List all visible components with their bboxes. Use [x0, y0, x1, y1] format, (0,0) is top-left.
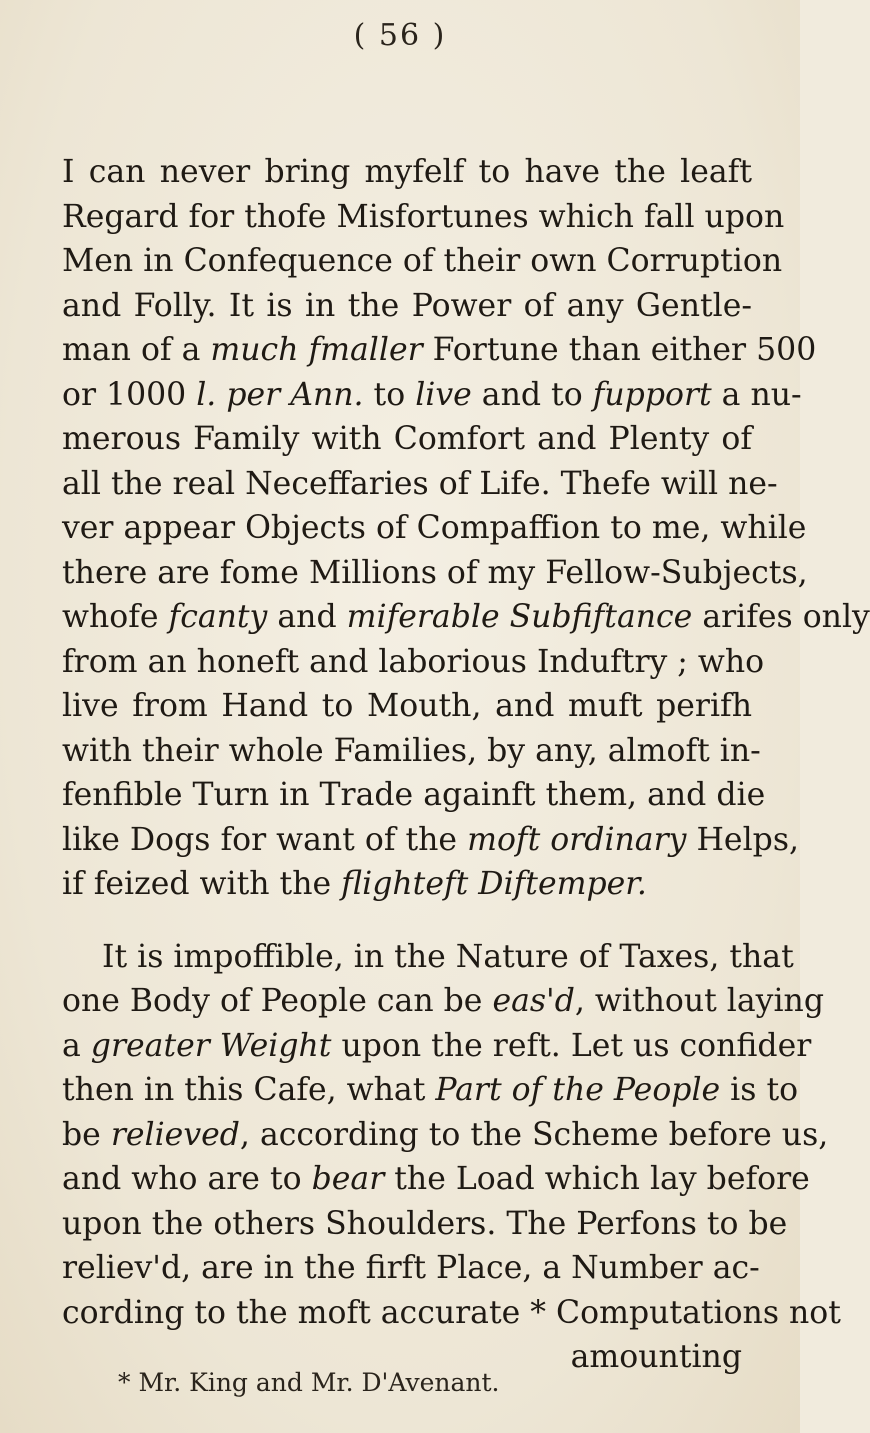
- text-run: fenfible Turn in Trade againft them, and die: [62, 777, 766, 813]
- text-line: [62, 818, 799, 863]
- text-line: [62, 773, 766, 818]
- text-run: live from Hand to Mouth, and muft perifh: [62, 688, 752, 724]
- body-text: [62, 150, 870, 1380]
- text-run: and to: [471, 376, 593, 413]
- text-line: [62, 1024, 812, 1069]
- page-number: ( 56 ): [353, 18, 447, 53]
- text-line: [62, 1246, 760, 1291]
- text-run: to: [363, 376, 416, 413]
- text-run: , without laying: [574, 983, 824, 1019]
- text-run: like Dogs for want of the: [62, 821, 468, 858]
- text-run: one Body of People can be: [62, 983, 493, 1019]
- text-run: cording to the moft accurate * Computations not: [62, 1294, 841, 1331]
- text-run: ver appear Objects of Compaffion to me, while: [62, 510, 807, 546]
- text-run: and: [267, 599, 347, 635]
- text-run: from an honeft and laborious Induftry ; who: [62, 643, 765, 680]
- text-line: [62, 1113, 829, 1158]
- text-run: then in this Cafe, what: [62, 1072, 436, 1108]
- text-run: all the real Neceffaries of Life. Thefe will ne-: [62, 465, 778, 502]
- text-run: with their whole Families, by any, almoft in-: [62, 732, 761, 769]
- text-line: [62, 551, 808, 596]
- italic-text-run: much fmaller: [210, 332, 423, 368]
- text-run: whofe: [62, 599, 169, 635]
- italic-text-run: live: [415, 376, 472, 413]
- text-run: if feized with the: [62, 866, 342, 902]
- italic-text-run: eas'd: [492, 983, 575, 1019]
- text-run: merous Family with Comfort and Plenty of: [62, 421, 752, 457]
- text-line: [62, 373, 802, 418]
- text-line: [62, 1291, 841, 1336]
- italic-text-run: miferable Subfiftance: [346, 599, 693, 635]
- text-line: [62, 640, 765, 685]
- paragraph-1: [62, 150, 870, 907]
- italic-text-run: flighteft Diftemper.: [341, 866, 647, 902]
- italic-text-run: fcanty: [168, 599, 268, 635]
- italic-text-run: moft ordinary: [467, 821, 687, 858]
- text-run: is to: [720, 1072, 799, 1108]
- text-line: [62, 684, 752, 729]
- text-line: [62, 862, 752, 907]
- paragraph-2: [62, 935, 841, 1336]
- text-run: be: [62, 1116, 111, 1153]
- text-run: and who are to: [62, 1161, 312, 1197]
- text-line: [62, 729, 761, 774]
- text-line: [62, 239, 783, 284]
- text-line: [62, 935, 794, 980]
- text-line: [62, 284, 752, 329]
- text-run: upon the others Shoulders. The Perfons to be: [62, 1205, 788, 1242]
- italic-text-run: Part of the People: [435, 1072, 721, 1108]
- text-line: [62, 417, 752, 462]
- text-line: [62, 1157, 810, 1202]
- text-run: a: [62, 1027, 91, 1064]
- text-run: Men in Confequence of their own Corruption: [62, 243, 783, 279]
- text-run: It is impoffible, in the Nature of Taxes, that: [102, 938, 794, 975]
- text-line: [62, 150, 752, 195]
- text-line: [62, 462, 778, 507]
- catchword: amounting: [570, 1339, 742, 1375]
- text-run: reliev'd, are in the firft Place, a Number ac-: [62, 1250, 760, 1286]
- text-run: Regard for thofe Misfortunes which fall upon: [62, 198, 785, 235]
- italic-text-run: l. per Ann.: [196, 376, 364, 413]
- text-line: [62, 979, 824, 1024]
- paragraph-gap: [62, 907, 752, 935]
- text-line: [62, 1068, 799, 1113]
- text-line: [62, 1202, 788, 1247]
- italic-text-run: relieved: [110, 1116, 240, 1153]
- text-run: and Folly. It is in the Power of any Gentle-: [62, 287, 752, 324]
- text-run: Fortune than either 500: [422, 332, 817, 368]
- italic-text-run: greater Weight: [90, 1027, 332, 1064]
- text-line: [62, 595, 870, 640]
- text-line: [62, 328, 817, 373]
- text-line: [62, 506, 807, 551]
- text-run: the Load which lay before: [384, 1161, 810, 1197]
- text-run: a nu-: [711, 376, 802, 413]
- text-run: I can never bring myfelf to have the leaft: [62, 154, 752, 190]
- footnote: * Mr. King and Mr. D'Avenant.: [118, 1368, 500, 1397]
- text-run: Helps,: [686, 821, 799, 858]
- italic-text-run: bear: [311, 1161, 385, 1197]
- text-line: [62, 195, 785, 240]
- text-run: man of a: [62, 332, 211, 368]
- text-run: arifes only: [692, 599, 870, 635]
- text-run: , according to the Scheme before us,: [239, 1116, 829, 1153]
- text-run: or 1000: [62, 376, 197, 413]
- text-run: upon the reft. Let us confider: [331, 1027, 812, 1064]
- text-run: there are fome Millions of my Fellow-Subjects,: [62, 554, 808, 591]
- italic-text-run: fupport: [592, 376, 712, 413]
